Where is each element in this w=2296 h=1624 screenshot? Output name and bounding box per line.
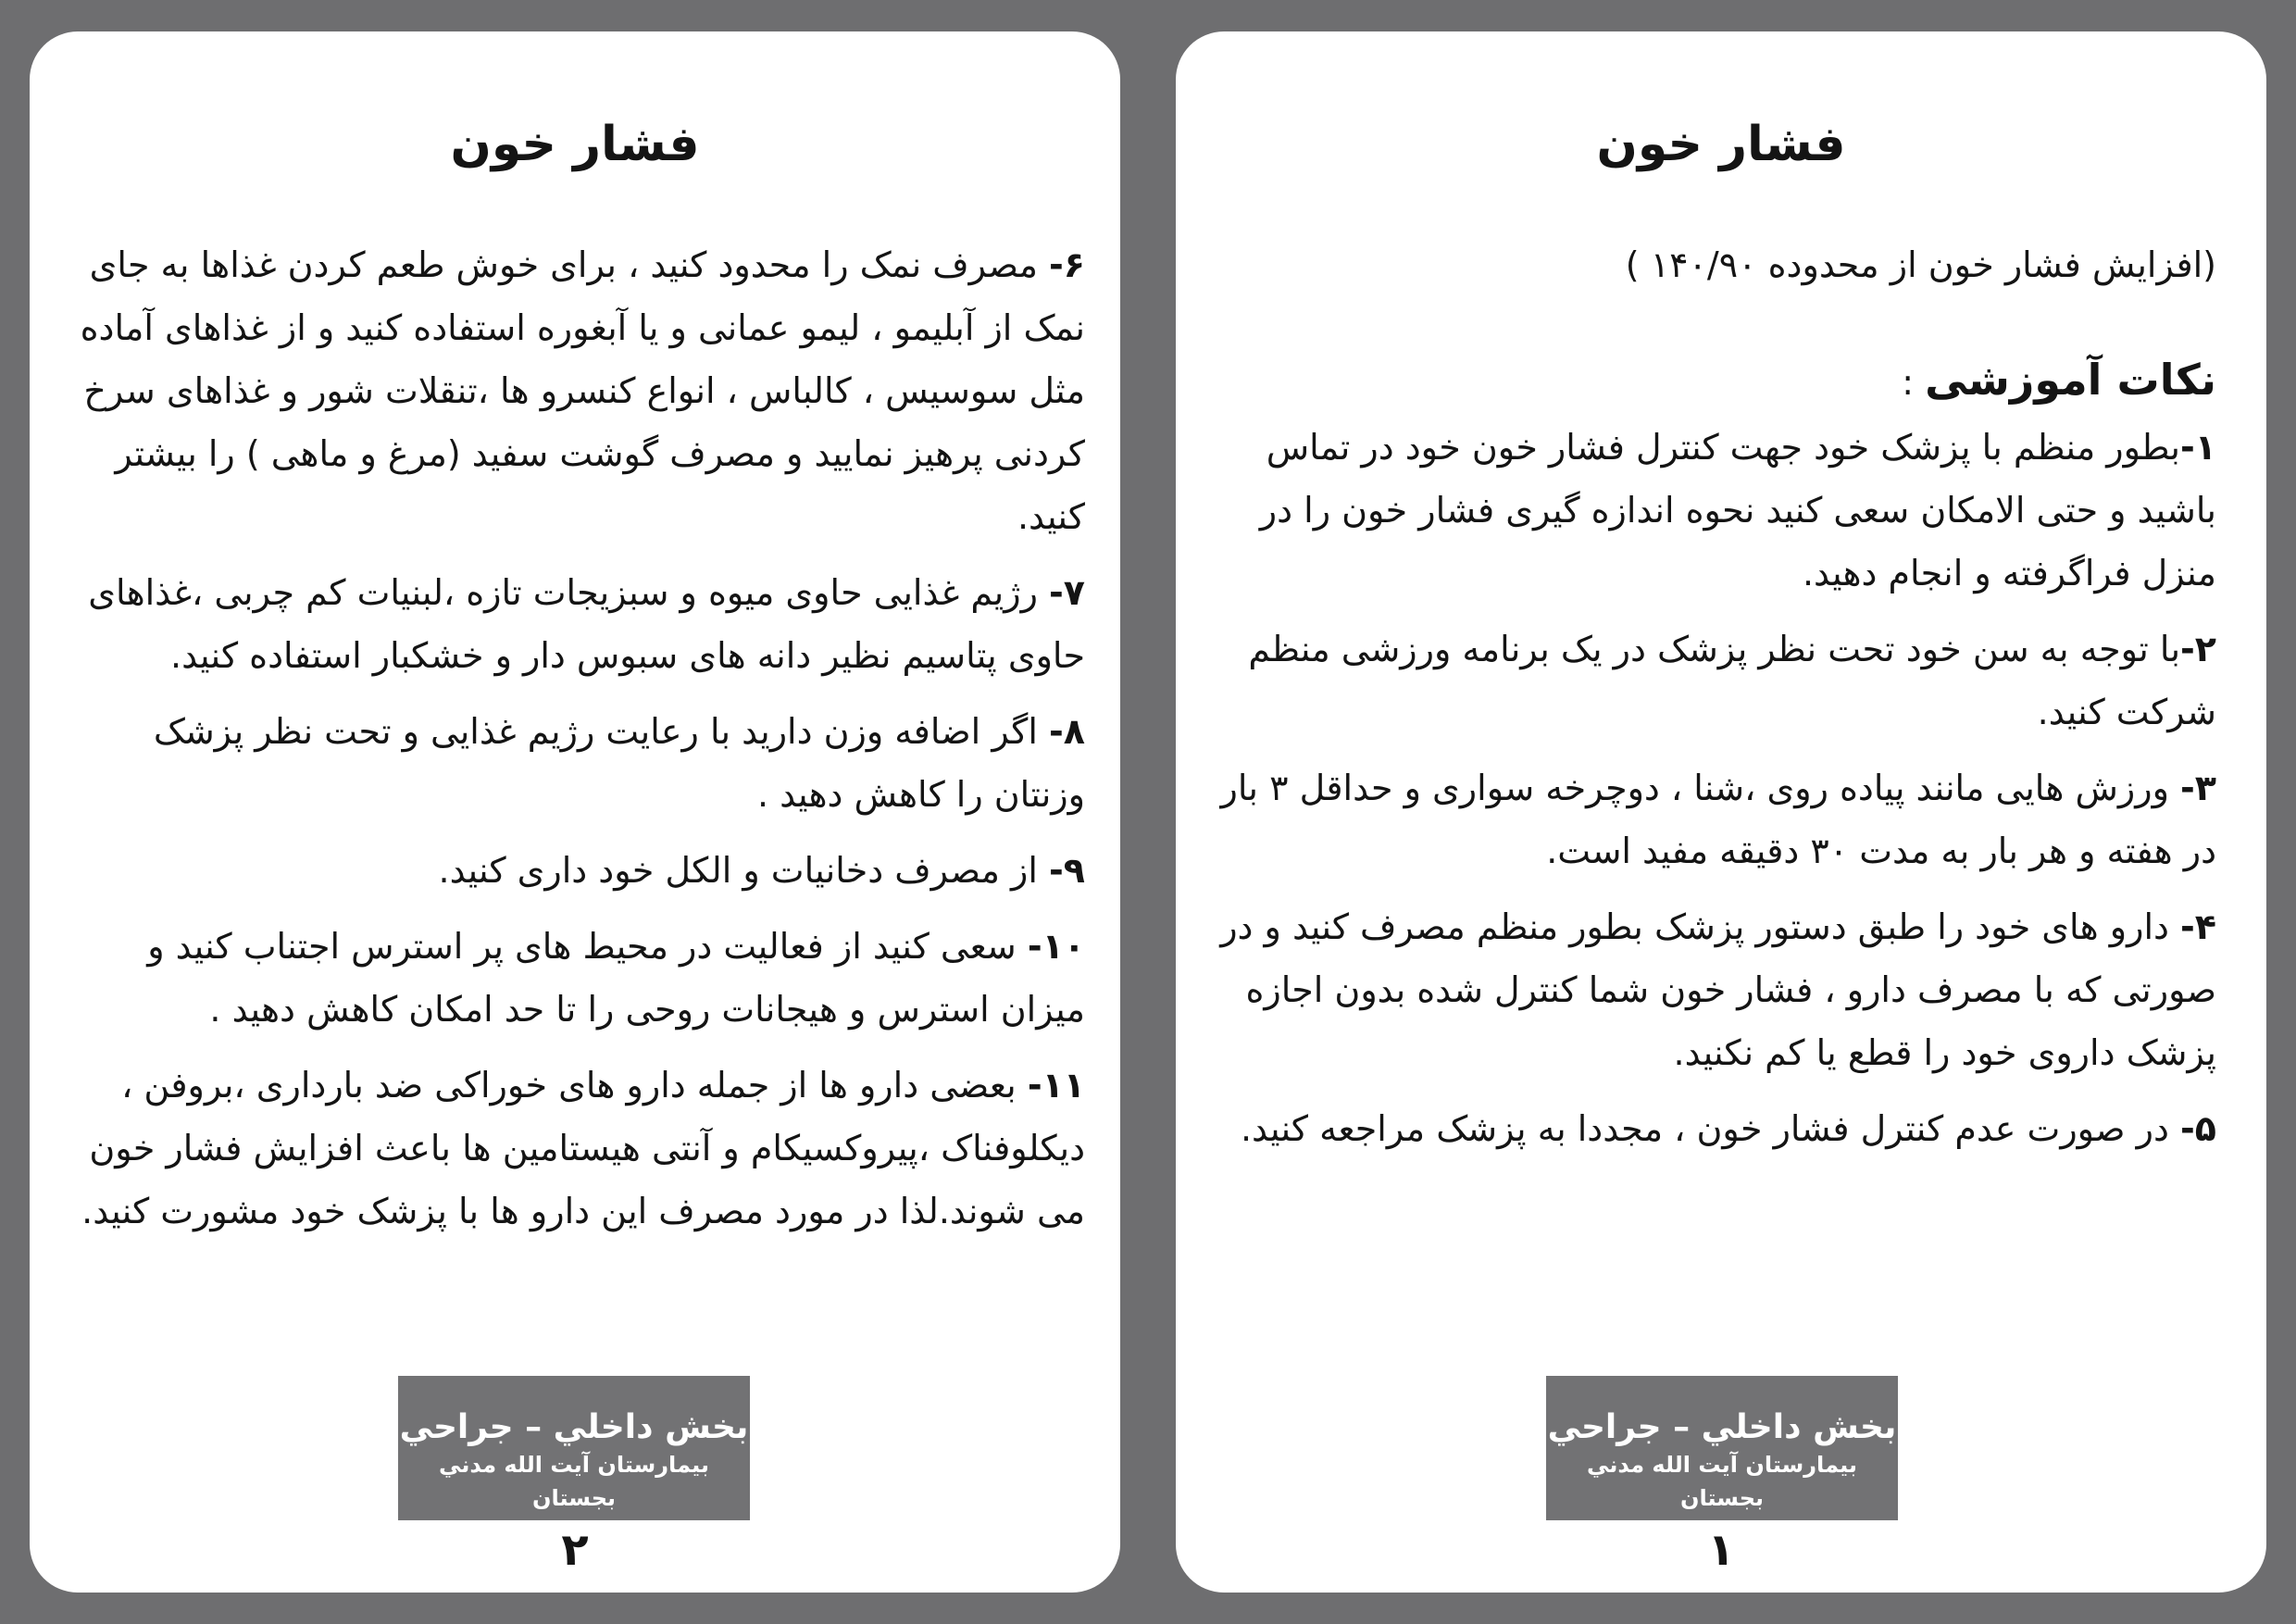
section-heading-colon: : (1902, 362, 1926, 403)
page-card-2 (30, 31, 1120, 1593)
department-footer-box (1546, 1376, 1898, 1520)
section-heading (1217, 346, 2216, 416)
page-title: فشار خون (1596, 117, 1846, 172)
hospital-name: بيمارستان آيت الله مدني بجستان (439, 1452, 709, 1511)
item-text: دارو های خود را طبق دستور پزشک بطور منظم مصرف کنید و در صورتی که با مصرف دارو ، فشار خون شما کنترل شده بدون اجازه پزشک داروی خود را قطع یا کم نکنید. (1220, 906, 2216, 1073)
page-number: ۲ (561, 1524, 589, 1576)
item-number: ۵- (2180, 1108, 2216, 1149)
section-heading-label: نکات آموزشی (1925, 355, 2216, 405)
page-title: فشار خون (450, 117, 700, 172)
item-number: ۱۱- (1027, 1065, 1085, 1106)
item-text: اگر اضافه وزن دارید با رعایت رژیم غذایی و تحت نظر پزشک وزنتان را کاهش دهید . (153, 711, 1085, 815)
list-item (1217, 618, 2216, 743)
item-number: ۸- (1049, 711, 1085, 752)
page-card-1 (1176, 31, 2266, 1593)
department-footer-box (398, 1376, 750, 1520)
item-number: ۳- (2180, 768, 2216, 808)
page-body (76, 233, 1085, 1255)
intro-text: (افزایش فشار خون از محدوده ۱۴۰/۹۰ ) (1625, 244, 2216, 285)
item-number: ۷- (1049, 572, 1085, 613)
list-item (1217, 895, 2216, 1084)
list-item (76, 233, 1085, 548)
list-item (1217, 1097, 2216, 1160)
item-number: ۱- (2180, 427, 2216, 468)
item-text: از مصرف دخانیات و الکل خود داری کنید. (438, 850, 1050, 891)
item-number: ۱۰- (1027, 926, 1085, 967)
hospital-name: بيمارستان آيت الله مدني بجستان (1587, 1452, 1857, 1511)
item-text: بطور منظم با پزشک خود جهت کنترل فشار خون خود در تماس باشید و حتی الامکان سعی کنید نحوه اندازه گیری فشار خون را در منزل فراگرفته و انجام دهید. (1259, 427, 2216, 593)
page-number: ۱ (1707, 1524, 1735, 1576)
item-number: ۲- (2180, 629, 2216, 669)
department-name: بخش داخلي – جراحي (399, 1408, 749, 1446)
item-text: رژیم غذایی حاوی میوه و سبزیجات تازه ،لبنیات کم چربی ،غذاهای حاوی پتاسیم نظیر دانه های سبوس دار و خشکبار استفاده کنید. (88, 572, 1085, 676)
item-text: سعی کنید از فعالیت در محیط های پر استرس اجتناب کنید و میزان استرس و هیجانات روحی را تا حد امکان کاهش دهید . (147, 926, 1085, 1030)
item-text: مصرف نمک را محدود کنید ، برای خوش طعم کردن غذاها به جای نمک از آبلیمو ، لیمو عمانی و یا آبغوره استفاده کنید و از غذاهای آماده مثل سوسیس ، کالباس ، انواع کنسرو ها ،تنقلات شور و غذاهای سرخ کردنی پرهیز نمایید و مصرف گوشت سفید (مرغ و ماهی ) را بیشتر کنید. (80, 244, 1085, 537)
item-text: ورزش هایی مانند پیاده روی ،شنا ، دوچرخه سواری و حداقل ۳ بار در هفته و هر بار به مدت ۳۰ دقیقه مفید است. (1220, 768, 2216, 871)
department-name: بخش داخلي – جراحي (1547, 1408, 1897, 1446)
item-number: ۴- (2180, 906, 2216, 947)
item-text: بعضی دارو ها از جمله دارو های خوراکی ضد بارداری ،بروفن ، دیکلوفناک ،پیروکسیکام و آنتی هیستامین ها باعث افزایش فشار خون می شوند.لذا در مورد مصرف این دارو ها با پزشک خود مشورت کنید. (81, 1065, 1085, 1231)
list-item (76, 839, 1085, 902)
item-text: در صورت عدم کنترل فشار خون ، مجددا به پزشک مراجعه کنید. (1240, 1108, 2181, 1149)
list-item (1217, 756, 2216, 882)
list-item (76, 700, 1085, 826)
list-item (76, 561, 1085, 687)
list-item (1217, 416, 2216, 605)
list-item (76, 1054, 1085, 1243)
page-body (1217, 233, 2216, 1173)
list-item (76, 915, 1085, 1041)
item-number: ۹- (1049, 850, 1085, 891)
item-text: با توجه به سن خود تحت نظر پزشک در یک برنامه ورزشی منظم شرکت کنید. (1248, 629, 2216, 732)
item-number: ۶- (1049, 244, 1085, 285)
